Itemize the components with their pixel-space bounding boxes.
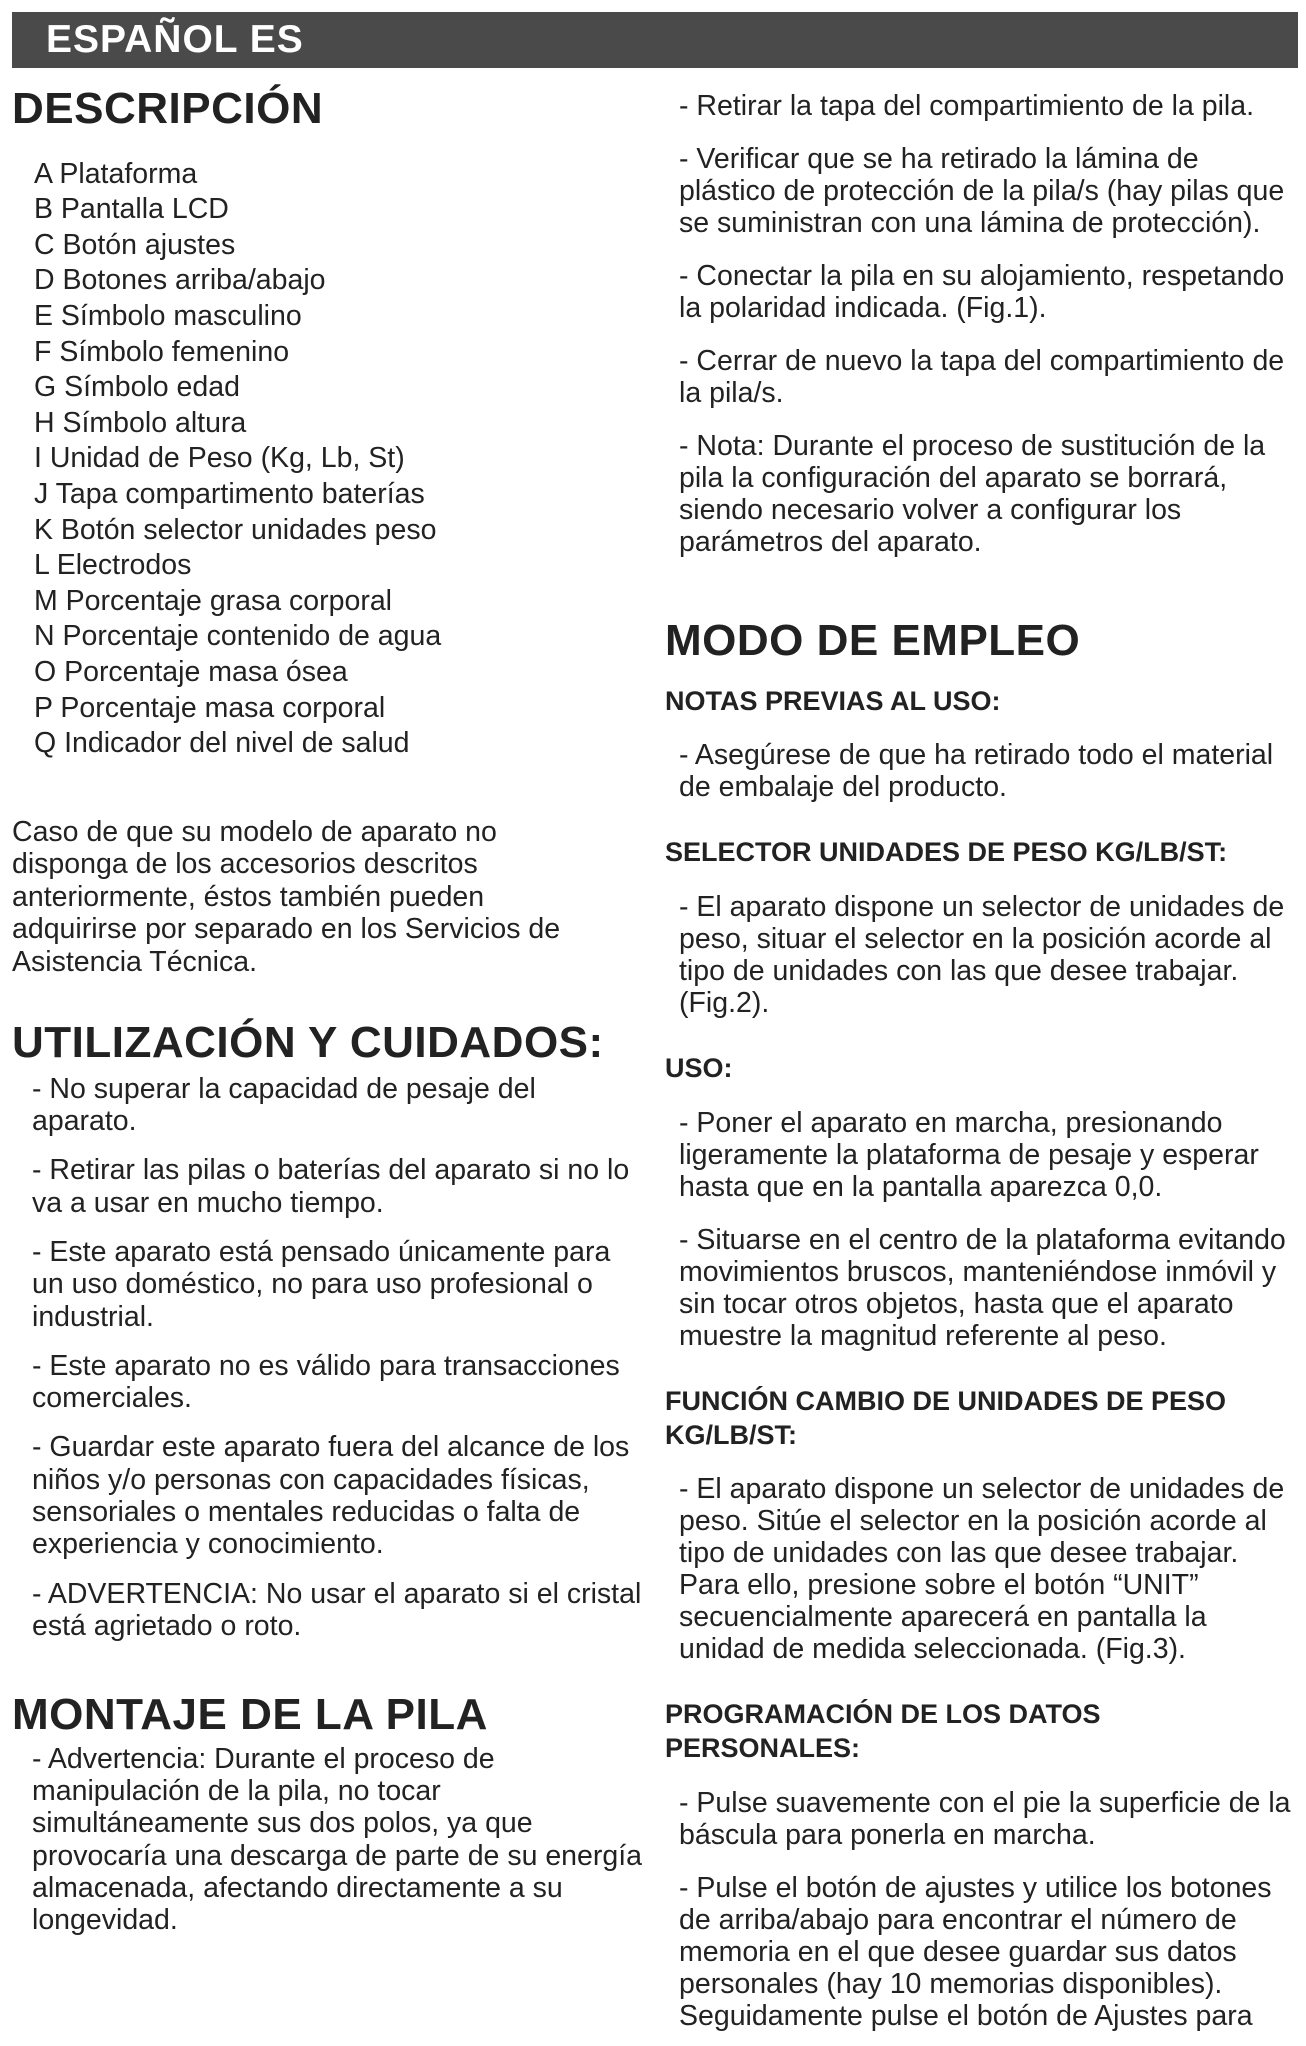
list-item: - Poner el aparato en marcha, presionando ligeramente la plataforma de pesaje y esperar hasta que en la pantalla aparezca 0,0.	[679, 1106, 1259, 1203]
right-column	[665, 90, 1300, 2032]
list-item: - Asegúrese de que ha retirado todo el material de embalaje del producto.	[679, 739, 1274, 804]
list-item: K Botón selector unidades peso	[34, 513, 437, 546]
list-item: - El aparato dispone un selector de unidades de peso. Sitúe el selector en la posición acorde al tipo de unidades con las que desee trabajar. Para ello, presione sobre el botón “UNIT” secuencialmente aparecerá en pantalla la unidad de medida seleccionada. (Fig.3).	[679, 1473, 1285, 1666]
list-item: I Unidad de Peso (Kg, Lb, St)	[34, 442, 405, 475]
battery-step: - Cerrar de nuevo la tapa del compartimiento de la pila/s.	[679, 345, 1285, 409]
list-item: J Tapa compartimento baterías	[34, 477, 425, 510]
battery-step: - Retirar la tapa del compartimiento de la pila.	[679, 90, 1255, 122]
descripcion-heading: DESCRIPCIÓN	[12, 84, 324, 133]
accessories-note: Caso de que su modelo de aparato no disponga de los accesorios descritos anteriormente, éstos también pueden adquirirse por separado en los Servicios de Asistencia Técnica.	[12, 815, 561, 978]
usage-care-item: - Este aparato está pensado únicamente para un uso doméstico, no para uso profesional o industrial.	[32, 1235, 611, 1333]
list-item: L Electrodos	[34, 549, 192, 582]
usage-care-item: - Retirar las pilas o baterías del aparato si no lo va a usar en mucho tiempo.	[32, 1154, 630, 1219]
list-item: D Botones arriba/abajo	[34, 264, 326, 297]
list-item: M Porcentaje grasa corporal	[34, 584, 393, 617]
list-item: A Plataforma	[34, 157, 198, 190]
list-item: - Pulse suavemente con el pie la superficie de la báscula para ponerla en marcha.	[679, 1786, 1291, 1851]
usage-care-item: - Este aparato no es válido para transacciones comerciales.	[32, 1349, 620, 1415]
notas-previas-heading: NOTAS PREVIAS AL USO:	[665, 685, 1001, 716]
list-item: - El aparato dispone un selector de unidades de peso, situar el selector en la posición acorde al tipo de unidades con las que desee trabajar. (Fig.2).	[679, 891, 1285, 1020]
list-item: - Pulse el botón de ajustes y utilice los botones de arriba/abajo para encontrar el número de memoria en el que desee guardar sus datos personales (hay 10 memorias disponibles). Seguidamente pulse el botón de Ajustes para	[679, 1871, 1272, 2032]
list-item: Q Indicador del nivel de salud	[34, 727, 410, 760]
list-item: O Porcentaje masa ósea	[34, 655, 348, 688]
usage-care-item: - ADVERTENCIA: No usar el aparato si el cristal está agrietado o roto.	[32, 1577, 642, 1642]
list-item: - Situarse en el centro de la plataforma evitando movimientos bruscos, manteniéndose inmóvil y sin tocar otros objetos, hasta que el aparato muestre la magnitud referente al peso.	[679, 1223, 1286, 1352]
modo-empleo-heading: MODO DE EMPLEO	[665, 616, 1081, 665]
list-item: H Símbolo altura	[34, 406, 247, 439]
battery-note: - Nota: Durante el proceso de sustitución de la pila la configuración del aparato se borrará, siendo necesario volver a configurar los parámetros del aparato.	[679, 430, 1266, 558]
funcion-cambio-heading: FUNCIÓN CAMBIO DE UNIDADES DE PESO KG/LB/ST:	[665, 1385, 1227, 1450]
list-item: F Símbolo femenino	[34, 335, 290, 368]
list-item: N Porcentaje contenido de agua	[34, 620, 442, 653]
battery-step: - Conectar la pila en su alojamiento, respetando la polaridad indicada. (Fig.1).	[679, 260, 1285, 324]
list-item: B Pantalla LCD	[34, 193, 229, 226]
left-column	[12, 84, 647, 1937]
list-item: P Porcentaje masa corporal	[34, 691, 386, 724]
programacion-heading: PROGRAMACIÓN DE LOS DATOS PERSONALES:	[665, 1699, 1101, 1764]
list-item: C Botón ajustes	[34, 228, 236, 261]
battery-step: - Verificar que se ha retirado la lámina de plástico de protección de la pila/s (hay pilas que se suministran con una lámina de protección).	[679, 143, 1285, 239]
list-item: E Símbolo masculino	[34, 299, 302, 332]
language-header-bar	[12, 12, 1298, 68]
usage-care-item: - No superar la capacidad de pesaje del aparato.	[32, 1072, 536, 1138]
uso-heading: USO:	[665, 1053, 733, 1084]
montaje-heading: MONTAJE DE LA PILA	[12, 1690, 488, 1740]
battery-warning: - Advertencia: Durante el proceso de manipulación de la pila, no tocar simultáneamente sus dos polos, ya que provocaría una descarga de parte de su energía almacenada, afectando directamente a su longevidad.	[32, 1742, 642, 1937]
parts-list	[12, 157, 647, 762]
usage-care-item: - Guardar este aparato fuera del alcance de los niños y/o personas con capacidades físicas, sensoriales o mentales reducidas o falta de experiencia y conocimiento.	[32, 1431, 630, 1561]
selector-heading: SELECTOR UNIDADES DE PESO KG/LB/ST:	[665, 837, 1228, 868]
language-label: ESPAÑOL ES	[46, 18, 304, 61]
list-item: G Símbolo edad	[34, 371, 240, 404]
utilizacion-heading: UTILIZACIÓN Y CUIDADOS:	[12, 1018, 604, 1068]
